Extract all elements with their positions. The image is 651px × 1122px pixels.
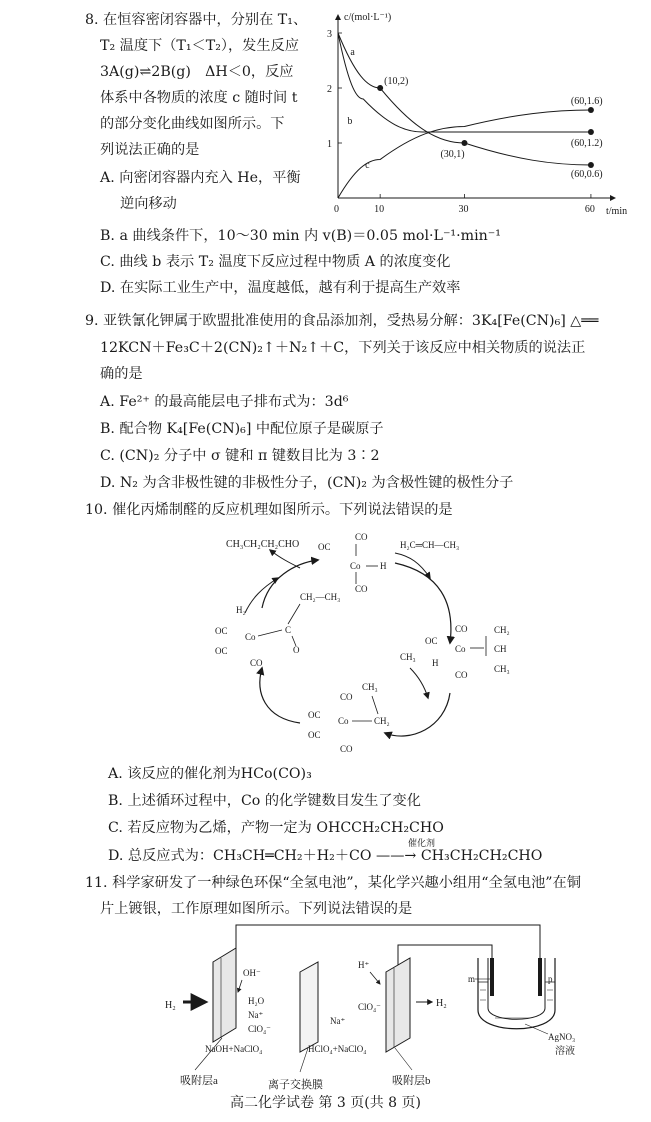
- q10-option-b: B. 上述循环过程中，Co 的化学键数目发生了变化: [108, 793, 421, 809]
- q9-option-b: B. 配合物 K₄[Fe(CN)₆] 中配位原子是碳原子: [100, 421, 384, 437]
- x-tick-label: 60: [584, 204, 595, 215]
- propene-entry-arrow: [395, 553, 430, 578]
- electrode-m: [490, 958, 494, 996]
- co-ligand: CO: [355, 584, 368, 594]
- series-line-b: [338, 33, 591, 132]
- h2-out-label: H₂: [436, 998, 447, 1009]
- q8-option-a-cont: 逆向移动: [120, 196, 177, 212]
- h2-in-label: H₂: [165, 1000, 176, 1011]
- series-label-a: a: [350, 47, 355, 58]
- data-point: [588, 107, 594, 113]
- hydroformylation-cycle-diagram: [0, 528, 651, 758]
- cycle-arrow-bottom-left: [260, 668, 300, 723]
- ch2-group: CH₂: [494, 625, 510, 635]
- q8-line: 3A(g)⇌2B(g) ΔH＜0，反应: [100, 64, 294, 80]
- x-tick-label: 30: [458, 204, 469, 215]
- clo4-right-label: ClO₄⁻: [358, 1002, 381, 1012]
- q9-line: 9. 亚铁氰化钾属于欧盟批准使用的食品添加剂，受热易分解：3K₄[Fe(CN)₆] △══: [85, 313, 599, 329]
- q11-line: 11. 科学家研发了一种绿色环保“全氢电池”，某化学兴趣小组用“全氢电池”在铜: [85, 875, 581, 891]
- electrode-b: [386, 958, 410, 1052]
- cycle-arrow-top-right: [395, 563, 451, 643]
- electrode-a: [213, 948, 236, 1042]
- co-ligand: CO: [455, 670, 468, 680]
- co-ligand: CO: [355, 532, 368, 542]
- co-atom: Co: [350, 561, 361, 571]
- h-atom: H: [380, 561, 387, 571]
- propene-label: H₂C═CH—CH₃: [400, 540, 460, 550]
- co-ligand: CO: [340, 692, 353, 702]
- co-ligand: CO: [250, 658, 263, 668]
- q10-option-d: D. 总反应式为：CH₃CH═CH₂＋H₂＋CO ——→ CH₃CH₂CH₂CHO: [108, 848, 543, 864]
- h2o-label: H₂O: [248, 996, 265, 1006]
- q8-option-d: D. 在实际工业生产中，温度越低，越有利于提高生产效率: [100, 280, 461, 296]
- membrane-label: 离子交换膜: [268, 1079, 323, 1090]
- x-tick-label: 0: [334, 204, 339, 215]
- oc-ligand: OC: [318, 542, 331, 552]
- q8-line: 体系中各物质的浓度 c 随时间 t: [100, 90, 298, 106]
- ethyl-group: CH₂—CH₃: [300, 592, 341, 602]
- q8-option-b: B. a 曲线条件下，10～30 min 内 v(B)＝0.05 mol·L⁻¹·min⁻¹: [100, 228, 501, 244]
- data-point-label: (30,1): [440, 149, 465, 160]
- q9-line: 确的是: [100, 366, 143, 382]
- q10-stem: 10. 催化丙烯制醛的反应机理如图所示。下列说法错误的是: [85, 502, 453, 518]
- clo4-left-label: ClO₄⁻: [248, 1024, 271, 1034]
- layer-b-label: 吸附层b: [392, 1075, 431, 1087]
- electrolyte-right: HClO₄+NaClO₄: [308, 1044, 367, 1054]
- x-axis-arrow: [610, 195, 616, 201]
- q8-line: 的部分变化曲线如图所示。下: [100, 116, 285, 132]
- q9-option-c: C. (CN)₂ 分子中 σ 键和 π 键数目比为 3∶2: [100, 448, 380, 464]
- data-point: [461, 140, 467, 146]
- q8-line: 列说法正确的是: [100, 142, 200, 158]
- page-footer: 高二化学试卷 第 3 页(共 8 页): [230, 1095, 421, 1111]
- agno3-label: AgNO₃: [548, 1032, 576, 1042]
- product-label: CH₃CH₂CH₂CHO: [226, 539, 300, 550]
- q10-option-a: A. 该反应的催化剂为HCo(CO)₃: [108, 766, 312, 782]
- data-point: [588, 129, 594, 135]
- y-tick-label: 3: [327, 29, 332, 40]
- solution-label: 溶液: [555, 1046, 575, 1057]
- data-point: [377, 85, 383, 91]
- y-axis-label: c/(mol·L⁻¹): [344, 12, 392, 23]
- ch-group: CH: [494, 644, 507, 654]
- h2-label: H₂: [236, 605, 246, 615]
- q9-option-a: A. Fe²⁺ 的最高能层电子排布式为：3d⁶: [100, 394, 349, 410]
- cycle-arrow-right-down: [385, 693, 450, 736]
- co-atom: Co: [245, 632, 256, 642]
- ch2-group: CH₂: [374, 716, 390, 726]
- co-atom: Co: [455, 644, 466, 654]
- co-atom: Co: [338, 716, 349, 726]
- oc-ligand: OC: [425, 636, 438, 646]
- series-label-c: c: [365, 159, 370, 171]
- data-point-label: (60,1.2): [570, 138, 603, 149]
- q8-option-a: A. 向密闭容器内充入 He，平衡: [100, 170, 301, 186]
- na-mid-label: Na⁺: [330, 1016, 346, 1026]
- data-point: [588, 162, 594, 168]
- concentration-chart: [0, 0, 651, 230]
- oc-ligand: OC: [215, 646, 228, 656]
- x-axis-label: t/min: [606, 206, 628, 217]
- co-ligand: CO: [455, 624, 468, 634]
- q8-option-c: C. 曲线 b 表示 T₂ 温度下反应过程中物质 A 的浓度变化: [100, 254, 451, 270]
- q9-line: 12KCN＋Fe₃C＋2(CN)₂↑＋N₂↑＋C，下列关于该反应中相关物质的说法正: [100, 340, 586, 356]
- hydrogen-battery-diagram: [0, 920, 651, 1090]
- oc-ligand: OC: [308, 730, 321, 740]
- data-point-label: (10,2): [384, 76, 409, 87]
- q8-line: T₂ 温度下（T₁＜T₂），发生反应: [100, 38, 299, 54]
- y-axis-arrow: [335, 14, 341, 20]
- y-tick-label: 1: [327, 139, 332, 150]
- layer-a-label: 吸附层a: [180, 1075, 218, 1087]
- electrolyte-left: NaOH+NaClO₄: [205, 1044, 263, 1054]
- q10-option-c: C. 若反应物为乙烯，产物一定为 OHCCH₂CH₂CHO: [108, 820, 444, 836]
- product-exit-arrow: [270, 550, 300, 568]
- m-label: m: [468, 974, 476, 984]
- acyl-carbon: C: [285, 625, 292, 635]
- data-point-label: (60,0.6): [570, 169, 603, 180]
- p-label: p: [548, 974, 553, 984]
- h-plus-label: H⁺: [358, 960, 370, 970]
- data-point-label: (60,1.6): [570, 96, 603, 107]
- ch3-group: CH₃: [362, 682, 378, 692]
- electrode-p: [538, 958, 542, 996]
- catalyst-label: 催化剂: [408, 839, 436, 849]
- ion-exchange-membrane: [300, 962, 318, 1052]
- q8-line: 8. 在恒容密闭容器中，分别在 T₁、: [85, 12, 308, 28]
- ch3-label: CH₃: [400, 652, 416, 662]
- co-ligand: CO: [340, 744, 353, 754]
- q9-option-d: D. N₂ 为含非极性键的非极性分子，(CN)₂ 为含极性键的极性分子: [100, 475, 514, 491]
- y-tick-label: 2: [327, 84, 332, 95]
- ch3-group: CH₃: [494, 664, 510, 674]
- co-entry-arrow: [410, 668, 428, 698]
- acyl-oxygen: O: [293, 645, 300, 655]
- oc-ligand: OC: [215, 626, 228, 636]
- oh-label: OH⁻: [243, 968, 261, 978]
- h-atom: H: [432, 658, 439, 668]
- series-label-b: b: [347, 115, 353, 127]
- oc-ligand: OC: [308, 710, 321, 720]
- q11-line: 片上镀银，工作原理如图所示。下列说法错误的是: [100, 901, 413, 917]
- na-left-label: Na⁺: [248, 1010, 264, 1020]
- x-tick-label: 10: [374, 204, 385, 215]
